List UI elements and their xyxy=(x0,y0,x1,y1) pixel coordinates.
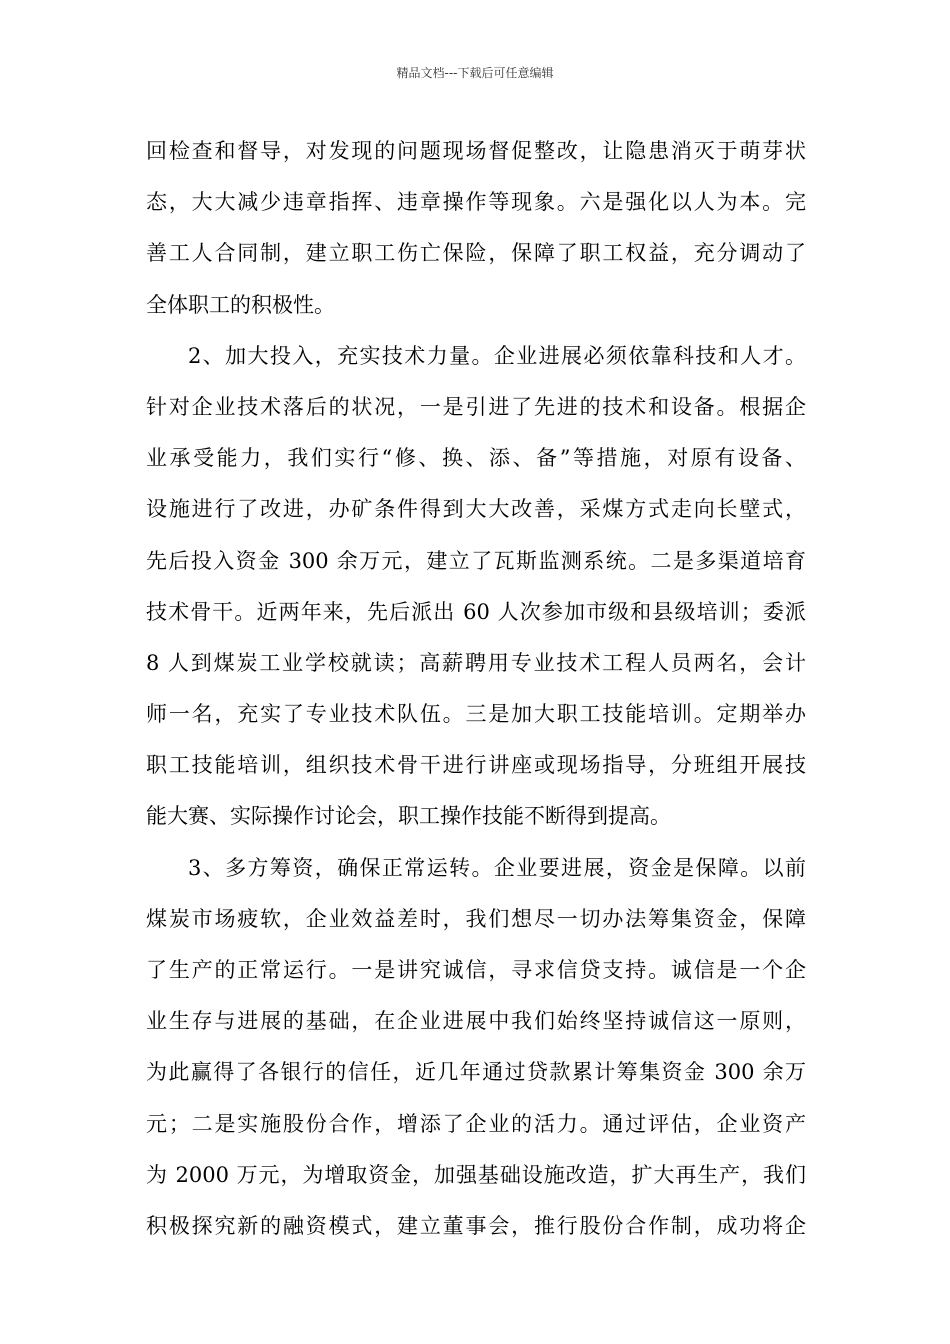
text-line: 回检查和督导，对发现的问题现场督促整改，让隐患消灭于萌芽状 xyxy=(146,139,806,163)
text-line: 能大赛、实际操作讨论会，职工操作技能不断得到提高。 xyxy=(146,804,671,829)
text-line: 业生存与进展的基础，在企业进展中我们始终坚持诚信这一原则， xyxy=(146,1009,806,1034)
text-line: 态，大大减少违章指挥、违章操作等现象。六是强化以人为本。完 xyxy=(146,190,806,215)
text-line: 8 人到煤炭工业学校就读；高薪聘用专业技术工程人员两名，会计 xyxy=(146,650,806,675)
text-line: 为 2000 万元，为增取资金，加强基础设施改造，扩大再生产，我们 xyxy=(146,1162,806,1187)
text-line: 业承受能力，我们实行“修、换、添、备”等措施，对原有设备、 xyxy=(146,446,806,471)
paragraph-start-line: 2、加大投入，充实技术力量。企业进展必须依靠科技和人才。 xyxy=(188,343,806,368)
text-line: 善工人合同制，建立职工伤亡保险，保障了职工权益，充分调动了 xyxy=(146,241,806,266)
text-line: 技术骨干。近两年来，先后派出 60 人次参加市级和县级培训；委派 xyxy=(146,599,806,624)
text-line: 职工技能培训，组织技术骨干进行讲座或现场指导，分班组开展技 xyxy=(146,753,806,778)
text-line: 了生产的正常运行。一是讲究诚信，寻求信贷支持。诚信是一个企 xyxy=(146,958,806,982)
text-line: 积极探究新的融资模式，建立董事会，推行股份合作制，成功将企 xyxy=(146,1213,806,1238)
page-header: 精品文档---下载后可任意编辑 xyxy=(396,66,554,80)
text-line: 设施进行了改进，办矿条件得到大大改善，采煤方式走向长壁式， xyxy=(146,497,806,522)
text-line: 为此赢得了各银行的信任，近几年通过贷款累计筹集资金 300 余万 xyxy=(146,1060,806,1085)
text-line: 先后投入资金 300 余万元，建立了瓦斯监测系统。二是多渠道培育 xyxy=(146,548,806,573)
text-line: 全体职工的积极性。 xyxy=(146,292,335,317)
text-line: 元；二是实施股份合作，增添了企业的活力。通过评估，企业资产 xyxy=(146,1111,806,1136)
body-text xyxy=(146,126,806,1252)
text-line: 煤炭市场疲软，企业效益差时，我们想尽一切办法筹集资金，保障 xyxy=(146,906,806,931)
text-line: 师一名，充实了专业技术队伍。三是加大职工技能培训。定期举办 xyxy=(146,702,806,727)
text-line: 针对企业技术落后的状况，一是引进了先进的技术和设备。根据企 xyxy=(146,394,806,419)
paragraph-start-line: 3、多方筹资，确保正常运转。企业要进展，资金是保障。以前 xyxy=(188,855,806,880)
